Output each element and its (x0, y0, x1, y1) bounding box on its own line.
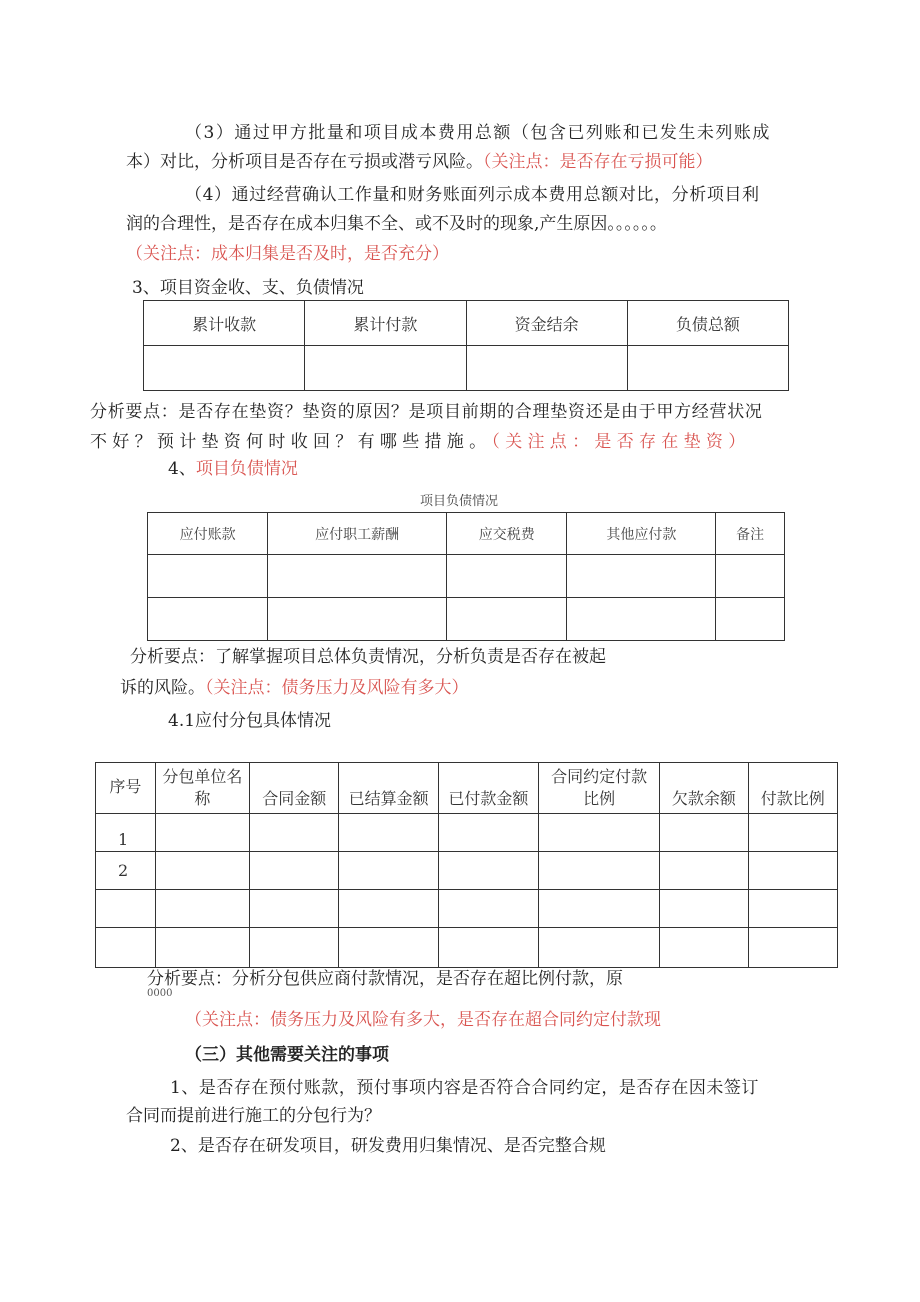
section-4-1-analysis-line-1: 分析要点：分析分包供应商付款情况，是否存在超比例付款，原 (147, 969, 623, 989)
liability-table-cell (716, 555, 785, 598)
subcontract-header-unit-name-line-1: 分包单位名 (162, 767, 243, 786)
subcontract-cell (539, 890, 660, 928)
subcontract-header-contract-ratio-line-1: 合同约定付款 (551, 767, 648, 786)
subcontract-header-unit-name (155, 763, 249, 814)
paragraph-4-focus-note: （关注点：成本归集是否及时，是否充分） (126, 244, 449, 264)
subcontract-header-seq: 序号 (96, 763, 156, 814)
subcontract-cell (660, 890, 748, 928)
subcontract-header-contract-ratio (539, 763, 660, 814)
subcontract-cell (748, 814, 837, 852)
fund-table-header-fund-balance: 资金结余 (466, 301, 627, 346)
subcontract-cell (155, 928, 249, 968)
subcontract-cell (250, 890, 339, 928)
liability-table-cell (716, 598, 785, 641)
subcontract-cell (539, 814, 660, 852)
subcontract-row-seq (96, 890, 156, 928)
liability-table (147, 512, 785, 641)
subcontract-cell (438, 928, 538, 968)
paragraph-4-line-1: （4）通过经营确认工作量和财务账面列示成本费用总额对比，分析项目利 (185, 185, 760, 205)
subcontract-cell (660, 928, 748, 968)
subcontract-header-outstanding-balance: 欠款余额 (660, 763, 748, 814)
section-4-analysis-text: 诉的风险。 (120, 678, 205, 698)
section-4-analysis-line-1: 分析要点：了解掌握项目总体负责情况，分析负责是否存在被起 (130, 647, 606, 667)
subcontract-cell (155, 814, 249, 852)
subcontract-cell (539, 852, 660, 890)
subcontract-cell (748, 852, 837, 890)
subcontract-cell (339, 890, 438, 928)
fund-table-header-cumulative-receipts: 累计收款 (144, 301, 305, 346)
subcontract-cell (438, 890, 538, 928)
subcontract-cell (339, 814, 438, 852)
section-4-1-analysis-line-2: 0000 (147, 988, 173, 999)
other-matters-heading: （三）其他需要关注的事项 (185, 1045, 389, 1065)
liability-table-header-accounts-payable: 应付账款 (148, 513, 268, 555)
liability-table-cell (447, 555, 567, 598)
subcontract-cell (660, 814, 748, 852)
liability-table-header-taxes-payable: 应交税费 (447, 513, 567, 555)
liability-table-header-remarks: 备注 (716, 513, 785, 555)
liability-table-cell (567, 598, 716, 641)
subcontract-row-seq: 1 (96, 814, 156, 852)
subcontract-cell (250, 852, 339, 890)
subcontract-cell (660, 852, 748, 890)
fund-table-cell (466, 346, 627, 391)
liability-table-cell (268, 555, 447, 598)
section-4-focus-note: （关注点：债务压力及风险有多大） (205, 678, 469, 698)
liability-table-header-other-payables: 其他应付款 (567, 513, 716, 555)
section-4-heading (168, 457, 298, 481)
other-matters-item-1-line-1: 1、是否存在预付账款，预付事项内容是否符合合同约定，是否存在因未签订 (170, 1078, 759, 1098)
subcontract-cell (339, 852, 438, 890)
subcontract-cell (539, 928, 660, 968)
paragraph-3-line-2 (126, 150, 713, 174)
subcontract-header-contract-amount: 合同金额 (250, 763, 339, 814)
subcontract-header-paid-amount: 已付款金额 (438, 763, 538, 814)
subcontract-row-seq (96, 928, 156, 968)
section-4-analysis-line-2 (120, 676, 469, 700)
fund-table (143, 300, 789, 391)
subcontract-header-unit-name-line-2: 称 (194, 789, 211, 808)
subcontract-cell (155, 890, 249, 928)
subcontract-header-payment-ratio: 付款比例 (748, 763, 837, 814)
liability-table-cell (447, 598, 567, 641)
section-4-heading-number: 4、 (168, 459, 196, 479)
liability-table-cell (148, 598, 268, 641)
liability-table-cell (148, 555, 268, 598)
subcontract-cell (748, 890, 837, 928)
liability-table-cell (567, 555, 716, 598)
subcontract-cell (438, 814, 538, 852)
subcontract-row-seq: 2 (96, 852, 156, 890)
paragraph-4-line-2: 润的合理性，是否存在成本归集不全、或不及时的现象,产生原因。。。。。。 (126, 214, 667, 234)
paragraph-3-focus-note: （关注点：是否存在亏损可能） (483, 152, 713, 172)
fund-table-cell (144, 346, 305, 391)
subcontract-cell (339, 928, 438, 968)
section-4-1-focus-note: （关注点：债务压力及风险有多大，是否存在超合同约定付款现 (185, 1010, 661, 1030)
subcontract-cell (438, 852, 538, 890)
fund-table-header-cumulative-payments: 累计付款 (305, 301, 466, 346)
fund-table-header-total-liabilities: 负债总额 (627, 301, 788, 346)
subcontract-cell (250, 814, 339, 852)
subcontract-table (95, 762, 838, 968)
section-3-analysis-line-1: 分析要点：是否存在垫资？垫资的原因？是项目前期的合理垫资还是由于甲方经营状况 (90, 402, 763, 422)
section-4-1-heading: 4.1应付分包具体情况 (168, 711, 332, 731)
subcontract-header-settled-amount: 已结算金额 (339, 763, 438, 814)
subcontract-cell (250, 928, 339, 968)
liability-table-caption: 项目负债情况 (420, 494, 499, 509)
other-matters-item-2: 2、是否存在研发项目，研发费用归集情况、是否完整合规 (170, 1136, 606, 1156)
section-3-analysis-text: 不好？预计垫资何时收回？有哪些措施。 (90, 432, 492, 452)
subcontract-header-contract-ratio-line-2: 比例 (583, 789, 616, 808)
paragraph-3-text: 本）对比，分析项目是否存在亏损或潜亏风险。 (126, 152, 483, 172)
fund-table-cell (305, 346, 466, 391)
fund-table-cell (627, 346, 788, 391)
other-matters-item-1-line-2: 合同而提前进行施工的分包行为？ (126, 1106, 381, 1126)
paragraph-3-line-1: （3）通过甲方批量和项目成本费用总额（包含已列账和已发生未列账成 (185, 123, 771, 143)
subcontract-cell (748, 928, 837, 968)
section-3-heading: 3、项目资金收、支、负债情况 (132, 278, 364, 298)
liability-table-cell (268, 598, 447, 641)
section-4-heading-text: 项目负债情况 (195, 459, 298, 479)
section-3-focus-note: （关注点：是否存在垫资） (491, 432, 751, 452)
subcontract-cell (155, 852, 249, 890)
liability-table-header-wages-payable: 应付职工薪酬 (268, 513, 447, 555)
section-3-analysis-line-2 (90, 430, 751, 454)
